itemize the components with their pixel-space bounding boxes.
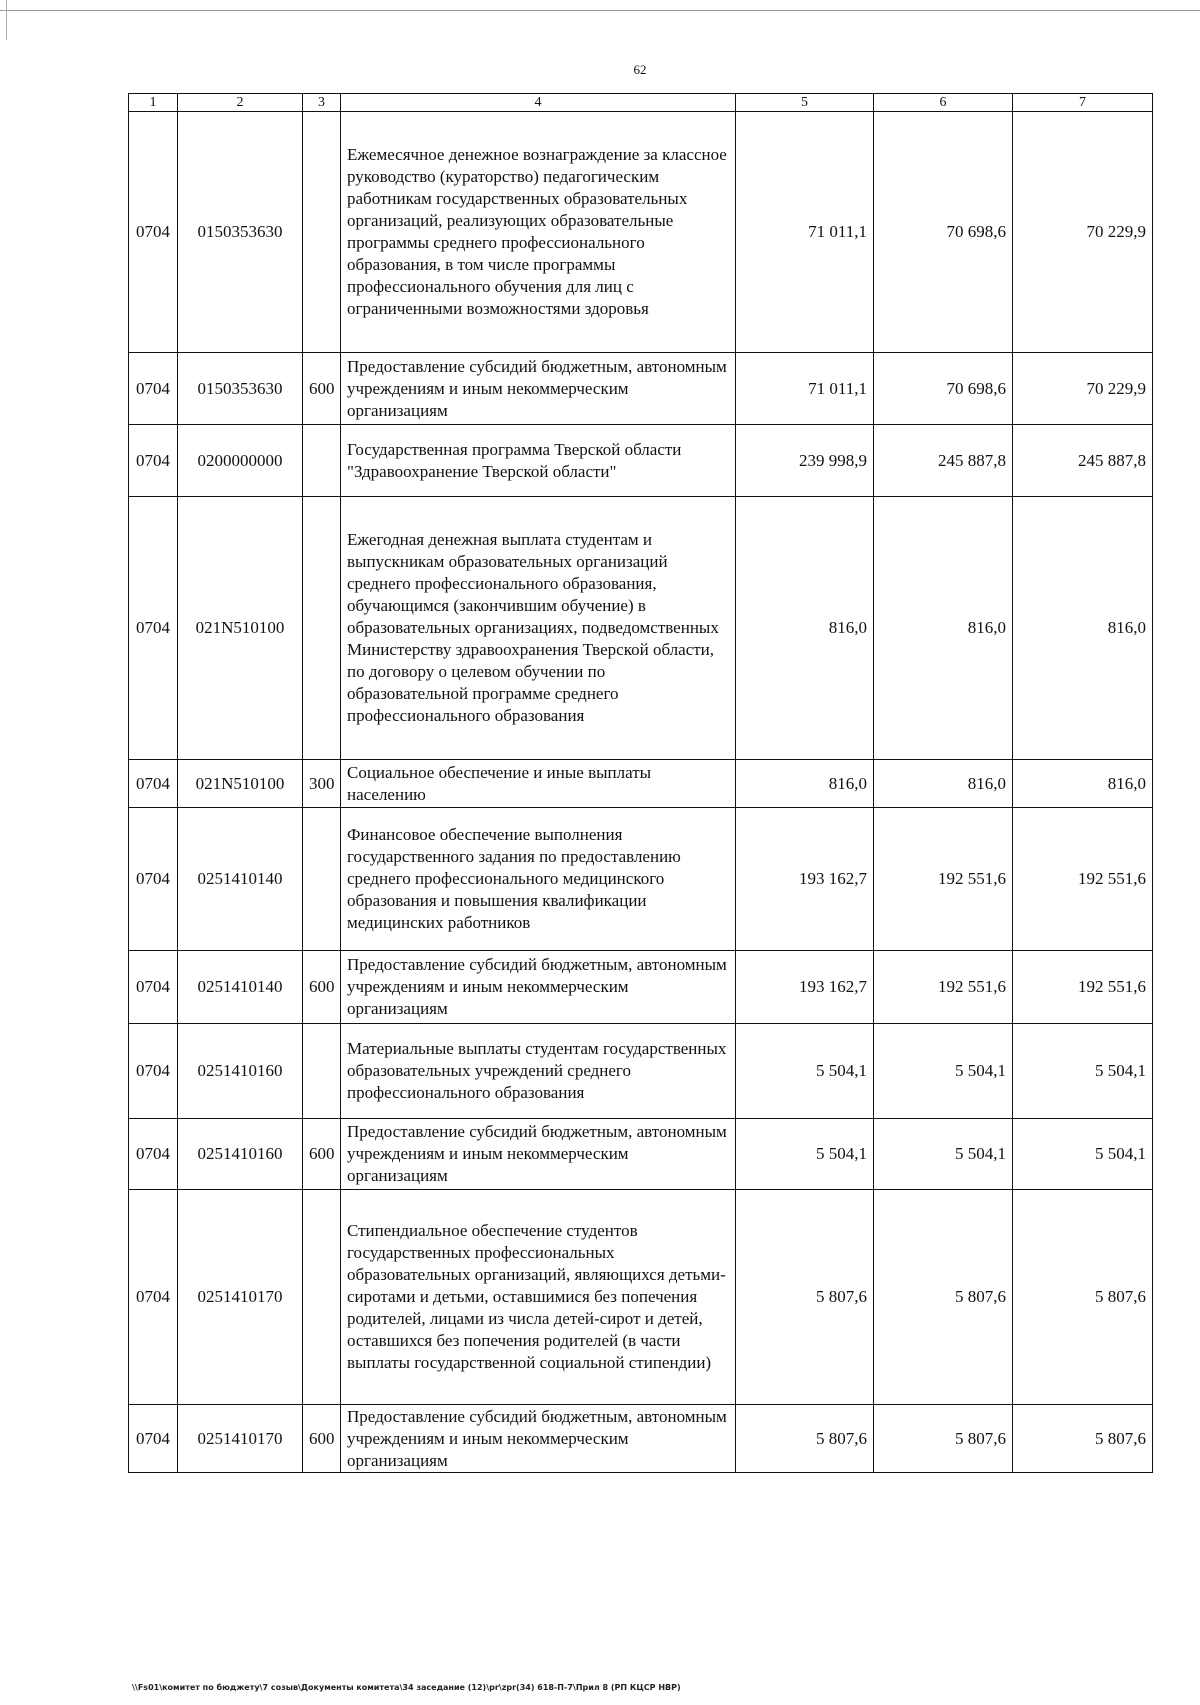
section-cell: 0704: [129, 1405, 178, 1473]
value-col-5: 5 807,6: [736, 1405, 874, 1473]
value-col-6: 5 504,1: [874, 1119, 1013, 1190]
header-col-1: 1: [129, 94, 178, 112]
value-col-7: 5 807,6: [1013, 1190, 1153, 1405]
header-col-4: 4: [341, 94, 736, 112]
code-cell: 0150353630: [178, 112, 303, 353]
code-cell: 0150353630: [178, 353, 303, 425]
header-col-5: 5: [736, 94, 874, 112]
value-col-5: 193 162,7: [736, 951, 874, 1024]
type-cell: [303, 112, 341, 353]
table-row: [129, 497, 1153, 760]
description-cell: Стипендиальное обеспечение студентов государственных профессиональных образовательных организаций, являющихся детьми-сиротами и детьми, оставшимися без попечения родителей, лицами из числа детей-сирот и детей, оставшихся без попечения родителей (в части выплаты государственной социальной стипендии): [341, 1190, 736, 1405]
type-cell: 600: [303, 353, 341, 425]
value-col-5: 816,0: [736, 760, 874, 808]
value-col-7: 245 887,8: [1013, 425, 1153, 497]
code-cell: 0251410140: [178, 951, 303, 1024]
description-cell: Финансовое обеспечение выполнения государственного задания по предоставлению среднего профессионального медицинского образования и повышения квалификации медицинских работников: [341, 808, 736, 951]
scan-left-edge: [6, 0, 7, 40]
value-col-5: 5 807,6: [736, 1190, 874, 1405]
scan-top-edge: [0, 10, 1200, 11]
type-cell: [303, 497, 341, 760]
section-cell: 0704: [129, 425, 178, 497]
section-cell: 0704: [129, 497, 178, 760]
value-col-6: 245 887,8: [874, 425, 1013, 497]
type-cell: [303, 1024, 341, 1119]
budget-table: [128, 93, 1153, 1473]
header-row: [129, 94, 1153, 112]
value-col-7: 192 551,6: [1013, 808, 1153, 951]
table-row: [129, 951, 1153, 1024]
header-col-2: 2: [178, 94, 303, 112]
type-cell: [303, 425, 341, 497]
section-cell: 0704: [129, 808, 178, 951]
description-cell: Социальное обеспечение и иные выплаты населению: [341, 760, 736, 808]
value-col-6: 5 807,6: [874, 1190, 1013, 1405]
value-col-6: 5 807,6: [874, 1405, 1013, 1473]
value-col-7: 816,0: [1013, 497, 1153, 760]
value-col-5: 193 162,7: [736, 808, 874, 951]
description-cell: Материальные выплаты студентам государственных образовательных учреждений среднего профессионального образования: [341, 1024, 736, 1119]
header-col-7: 7: [1013, 94, 1153, 112]
table-row: [129, 1405, 1153, 1473]
description-cell: Предоставление субсидий бюджетным, автономным учреждениям и иным некоммерческим организациям: [341, 951, 736, 1024]
type-cell: 600: [303, 951, 341, 1024]
header-col-3: 3: [303, 94, 341, 112]
table-row: [129, 808, 1153, 951]
value-col-7: 70 229,9: [1013, 353, 1153, 425]
section-cell: 0704: [129, 1119, 178, 1190]
description-cell: Государственная программа Тверской области "Здравоохранение Тверской области": [341, 425, 736, 497]
description-cell: Предоставление субсидий бюджетным, автономным учреждениям и иным некоммерческим организациям: [341, 353, 736, 425]
value-col-6: 5 504,1: [874, 1024, 1013, 1119]
value-col-7: 816,0: [1013, 760, 1153, 808]
value-col-6: 70 698,6: [874, 353, 1013, 425]
value-col-6: 70 698,6: [874, 112, 1013, 353]
code-cell: 0200000000: [178, 425, 303, 497]
code-cell: 0251410160: [178, 1024, 303, 1119]
table-row: [129, 425, 1153, 497]
table-row: [129, 112, 1153, 353]
value-col-7: 5 504,1: [1013, 1119, 1153, 1190]
section-cell: 0704: [129, 1024, 178, 1119]
header-col-6: 6: [874, 94, 1013, 112]
page-number: 62: [633, 62, 647, 77]
type-cell: 600: [303, 1405, 341, 1473]
file-path-footer: \\Fs01\комитет по бюджету\7 созыв\Документы комитета\34 заседание (12)\pr\zpr(34) 618-П-7\Прил 8 (РП КЦСР НВР): [132, 1683, 681, 1692]
value-col-7: 192 551,6: [1013, 951, 1153, 1024]
description-cell: Предоставление субсидий бюджетным, автономным учреждениям и иным некоммерческим организациям: [341, 1119, 736, 1190]
code-cell: 0251410160: [178, 1119, 303, 1190]
code-cell: 0251410170: [178, 1190, 303, 1405]
table-row: [129, 1024, 1153, 1119]
type-cell: [303, 808, 341, 951]
section-cell: 0704: [129, 353, 178, 425]
table-row: [129, 1190, 1153, 1405]
type-cell: [303, 1190, 341, 1405]
value-col-5: 816,0: [736, 497, 874, 760]
table-row: [129, 1119, 1153, 1190]
value-col-5: 5 504,1: [736, 1024, 874, 1119]
value-col-5: 239 998,9: [736, 425, 874, 497]
value-col-5: 5 504,1: [736, 1119, 874, 1190]
type-cell: 300: [303, 760, 341, 808]
value-col-5: 71 011,1: [736, 112, 874, 353]
section-cell: 0704: [129, 951, 178, 1024]
table-row: [129, 353, 1153, 425]
description-cell: Ежемесячное денежное вознаграждение за классное руководство (кураторство) педагогическим работникам государственных образовательных организаций, реализующих образовательные программы среднего профессионального образования, в том числе программы профессионального обучения для лиц с ограниченными возможностями здоровья: [341, 112, 736, 353]
value-col-6: 192 551,6: [874, 951, 1013, 1024]
description-cell: Предоставление субсидий бюджетным, автономным учреждениям и иным некоммерческим организациям: [341, 1405, 736, 1473]
code-cell: 0251410140: [178, 808, 303, 951]
value-col-5: 71 011,1: [736, 353, 874, 425]
code-cell: 021N510100: [178, 760, 303, 808]
section-cell: 0704: [129, 112, 178, 353]
table-row: [129, 760, 1153, 808]
value-col-7: 5 504,1: [1013, 1024, 1153, 1119]
value-col-6: 816,0: [874, 760, 1013, 808]
code-cell: 021N510100: [178, 497, 303, 760]
code-cell: 0251410170: [178, 1405, 303, 1473]
value-col-6: 816,0: [874, 497, 1013, 760]
value-col-7: 70 229,9: [1013, 112, 1153, 353]
description-cell: Ежегодная денежная выплата студентам и выпускникам образовательных организаций среднего профессионального образования, обучающимся (закончившим обучение) в образовательных организациях, подведомственных Министерству здравоохранения Тверской области, по договору о целевом обучении по образовательной программе среднего профессионального образования: [341, 497, 736, 760]
value-col-6: 192 551,6: [874, 808, 1013, 951]
section-cell: 0704: [129, 760, 178, 808]
section-cell: 0704: [129, 1190, 178, 1405]
value-col-7: 5 807,6: [1013, 1405, 1153, 1473]
type-cell: 600: [303, 1119, 341, 1190]
